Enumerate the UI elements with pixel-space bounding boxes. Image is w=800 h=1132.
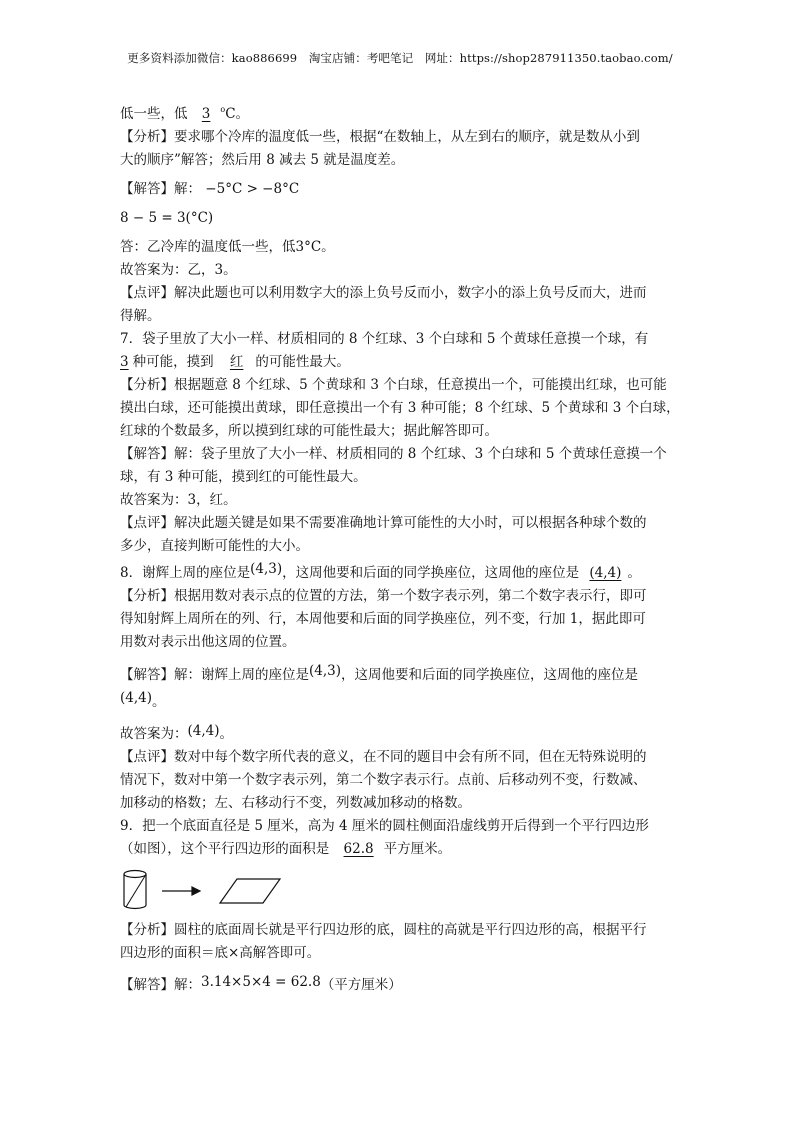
q7-solution-line2: 球，有 3 种可能，摸到红的可能性最大。 xyxy=(120,469,367,485)
page-header: 更多资料添加微信：kao886699 淘宝店铺：考吧笔记 网址：https://shop287911350.taobao.com/ xyxy=(127,51,673,65)
q8-answer xyxy=(120,720,686,746)
q6-solution-end3: 。 xyxy=(321,239,335,255)
q9-text-a: （如图），这个平行四边形的面积是 xyxy=(120,841,330,857)
q7-comment-line1: 【点评】解决此题关键是如果不需要准确地计算可能性的大小时，可以根据各种球个数的 xyxy=(120,515,647,531)
cylinder-to-parallelogram-figure xyxy=(120,867,686,915)
q7-solution-line1: 【解答】解：袋子里放了大小一样、材质相同的 8 个红球、3 个白球和 5 个黄球任意摸一个 xyxy=(120,446,667,462)
q8-solution-end: 。 xyxy=(152,694,166,710)
q7-blank2: 红 xyxy=(229,354,244,370)
q9-analysis-line2: 四边形的面积＝底×高解答即可。 xyxy=(120,945,321,961)
q7-answer: 故答案为：3，红。 xyxy=(120,492,237,508)
q9-blank: 62.8 xyxy=(343,841,374,857)
right-arrow-icon xyxy=(162,887,200,895)
q8-solution-b: ，这周他要和后面的同学换座位，这周他的座位是 xyxy=(341,667,639,683)
q6-solution-math1: −5°C > −8°C xyxy=(205,181,300,197)
q6-solution-math3: 3°C xyxy=(295,239,322,255)
document-body xyxy=(120,98,686,997)
q6-answer-unit: C。 xyxy=(225,106,250,122)
q7-end-text: 的可能性最大。 xyxy=(255,354,350,370)
q6-comment-line1: 【点评】解决此题也可以利用数字大的添上负号反而小，数字小的添上负号反而大，进而 xyxy=(120,285,647,301)
q8-comment-line1: 【点评】数对中每个数字所代表的意义，在不同的题目中会有所不同，但在无特殊说明的 xyxy=(120,749,647,765)
q7-question-line1: 7．袋子里放了大小一样、材质相同的 8 个红球、3 个白球和 5 个黄球任意摸一个球，有 xyxy=(120,331,649,347)
q7-blank1: 3 xyxy=(120,354,129,370)
q8-analysis-line2: 得知射辉上周所在的列、行，本周他要和后面的同学换座位，列不变，行加 1，据此即可 xyxy=(120,611,646,627)
q7-analysis-line2: 摸出白球，还可能摸出黄球，即任意摸出一个有 3 种可能；8 个红球、5 个黄球和 3 个白球， xyxy=(120,400,680,416)
q8-solution-a: 【解答】解：谢辉上周的座位是 xyxy=(120,667,309,683)
q9-analysis-line1: 【分析】圆柱的底面周长就是平行四边形的底，圆柱的高就是平行四边形的高，根据平行 xyxy=(120,922,647,938)
q8-answer-end: 。 xyxy=(219,726,234,742)
q6-solution-line1 xyxy=(120,178,686,201)
cylinder-icon xyxy=(124,871,146,909)
q6-solution-line2: 8 − 5 = 3(°C) xyxy=(120,210,214,226)
q8-solution-pos-old: (4,3) xyxy=(309,663,342,679)
q6-solution-label: 【解答】解： xyxy=(120,181,201,197)
q8-analysis-line1: 【分析】根据用数对表示点的位置的方法，第一个数字表示列，第二个数字表示行，即可 xyxy=(120,588,647,604)
q8-answer-label: 故答案为： xyxy=(120,726,188,742)
q8-question-line1 xyxy=(120,558,686,585)
q8-comment-line2: 情况下，数对中第一个数字表示列，第二个数字表示行。点前、后移动列不变，行数减、 xyxy=(120,772,647,788)
q9-solution-math: 3.14×5×4 = 62.8 xyxy=(201,974,321,990)
q6-answer-blank: 3 xyxy=(201,106,211,122)
q8-solution-line1 xyxy=(120,660,686,687)
q6-answer: 故答案为：乙，3。 xyxy=(120,262,237,278)
cylinder-figure-svg xyxy=(120,867,290,915)
q8-analysis-line3: 用数对表示出他这周的位置。 xyxy=(120,634,296,650)
q6-solution-line3 xyxy=(120,236,686,259)
q6-analysis-line2: 大的顺序”解答；然后用 8 减去 5 就是温度差。 xyxy=(120,152,405,168)
q8-answer-pos: (4,4) xyxy=(187,723,220,739)
q7-mid-text: 种可能，摸到 xyxy=(132,354,214,370)
q6-comment-line2: 得解。 xyxy=(120,308,161,324)
q7-analysis-line1: 【分析】根据题意 8 个红球、5 个黄球和 3 个白球，任意摸出一个，可能摸出红球，也可能 xyxy=(120,377,667,393)
q8-pos-old: (4,3) xyxy=(250,561,283,577)
q8-comment-line3: 加移动的格数；左、右移动行不变，列数减加移动的格数。 xyxy=(120,795,471,811)
q9-solution-label: 【解答】解： xyxy=(120,977,201,993)
parallelogram-shape xyxy=(220,879,280,903)
q6-solution-text3: 答：乙冷库的温度低一些，低 xyxy=(120,239,296,255)
q8-blank: (4,4) xyxy=(589,565,622,581)
q8-solution-pos-new: (4,4) xyxy=(120,690,153,706)
q9-question-line1: 9．把一个底面直径是 5 厘米，高为 4 厘米的圆柱侧面沿虚线剪开后得到一个平行四边形 xyxy=(120,818,649,834)
q7-analysis-line3: 红球的个数最多，所以摸到红球的可能性最大；据此解答即可。 xyxy=(120,423,498,439)
q8-solution-line2 xyxy=(120,687,686,714)
q7-question-line2 xyxy=(120,351,686,374)
q6-analysis-line1: 【分析】要求哪个冷库的温度低一些，根据“在数轴上，从左到右的顺序，就是数从小到 xyxy=(120,129,640,145)
q9-text-b: 平方厘米。 xyxy=(383,841,452,857)
q9-solution xyxy=(120,971,686,997)
q8-text-a: 8．谢辉上周的座位是 xyxy=(120,565,251,581)
q8-text-c: 。 xyxy=(627,565,641,581)
q8-text-b: ，这周他要和后面的同学换座位，这周他的座位是 xyxy=(282,565,580,581)
q6-answer-prefix: 低一些，低 xyxy=(120,106,188,122)
q6-answer-line: 低一些，低 3 $^o$C。 xyxy=(120,98,686,126)
q9-question-line2 xyxy=(120,838,686,861)
q9-solution-unit: （平方厘米） xyxy=(320,977,402,993)
q7-comment-line2: 多少，直接判断可能性的大小。 xyxy=(120,538,309,554)
